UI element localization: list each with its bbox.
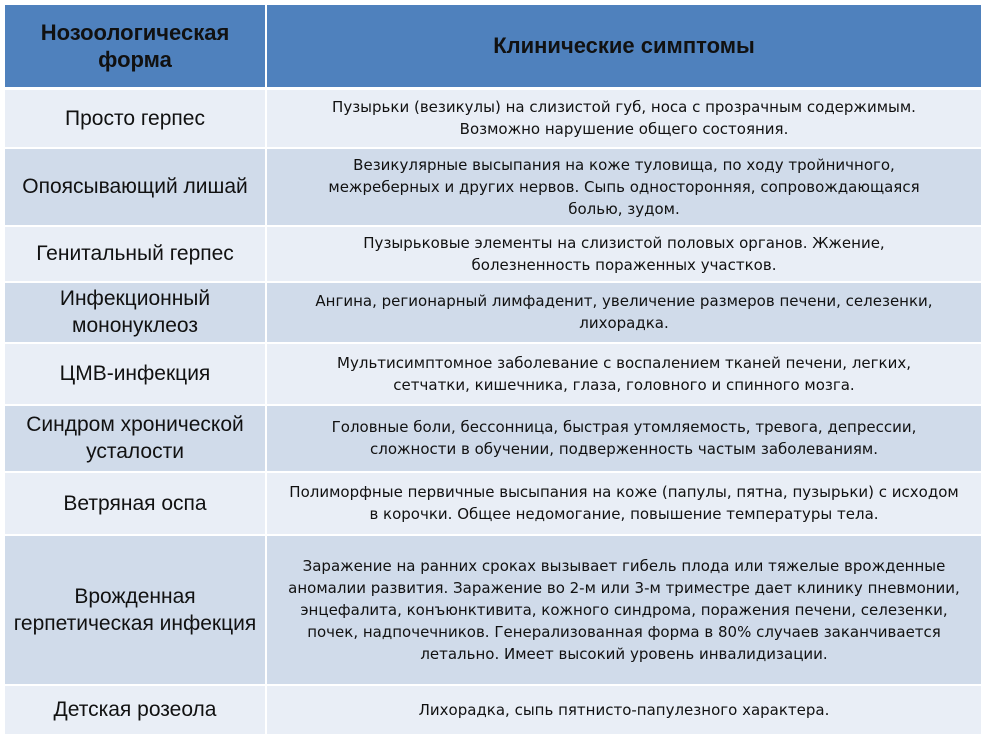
row-symptoms: Пузырьковые элементы на слизистой половых органов. Жжение, болезненность пораженных участков. [266, 226, 982, 282]
table-row [4, 226, 982, 282]
row-form: Генитальный герпес [4, 226, 266, 282]
row-form: Врожденная герпетическая инфекция [4, 535, 266, 685]
row-symptoms: Мультисимптомное заболевание с воспалением тканей печени, легких, сетчатки, кишечника, глаза, головного и спинного мозга. [266, 343, 982, 405]
table-row [4, 282, 982, 343]
row-form: Детская розеола [4, 685, 266, 735]
row-form: ЦМВ-инфекция [4, 343, 266, 405]
row-form: Синдром хронической усталости [4, 405, 266, 472]
row-symptoms: Лихорадка, сыпь пятнисто-папулезного характера. [266, 685, 982, 735]
herpes-forms-table [3, 3, 983, 736]
row-symptoms: Головные боли, бессонница, быстрая утомляемость, тревога, депрессии, сложности в обучении, подверженность частым заболеваниям. [266, 405, 982, 472]
row-form: Опоясывающий лишай [4, 148, 266, 226]
table-row [4, 535, 982, 685]
table-header-row [4, 4, 982, 89]
row-form: Просто герпес [4, 89, 266, 148]
row-symptoms: Пузырьки (везикулы) на слизистой губ, носа с прозрачным содержимым. Возможно нарушение общего состояния. [266, 89, 982, 148]
row-symptoms: Полиморфные первичные высыпания на коже (папулы, пятна, пузырьки) с исходом в корочки. Общее недомогание, повышение температуры тела. [266, 472, 982, 535]
table-row [4, 343, 982, 405]
row-symptoms: Заражение на ранних сроках вызывает гибель плода или тяжелые врожденные аномалии развития. Заражение во 2-м или 3-м триместре дает клинику пневмонии, энцефалита, конъюнктивита, кожного синдрома, поражения печени, селезенки, почек, надпочечников. Генерализованная форма в 80% случаев заканчивается летально. Имеет высокий уровень инвалидизации. [266, 535, 982, 685]
row-symptoms: Везикулярные высыпания на коже туловища, по ходу тройничного, межреберных и других нервов. Сыпь односторонняя, сопровождающаяся болью, зудом. [266, 148, 982, 226]
table-row [4, 89, 982, 148]
table-row [4, 148, 982, 226]
row-symptoms: Ангина, регионарный лимфаденит, увеличение размеров печени, селезенки, лихорадка. [266, 282, 982, 343]
table-row [4, 472, 982, 535]
header-clinical-symptoms: Клинические симптомы [266, 4, 982, 89]
table-row [4, 685, 982, 735]
header-nosological-form: Нозоологическая форма [4, 4, 266, 89]
row-form: Инфекционный мононуклеоз [4, 282, 266, 343]
table-row [4, 405, 982, 472]
row-form: Ветряная оспа [4, 472, 266, 535]
